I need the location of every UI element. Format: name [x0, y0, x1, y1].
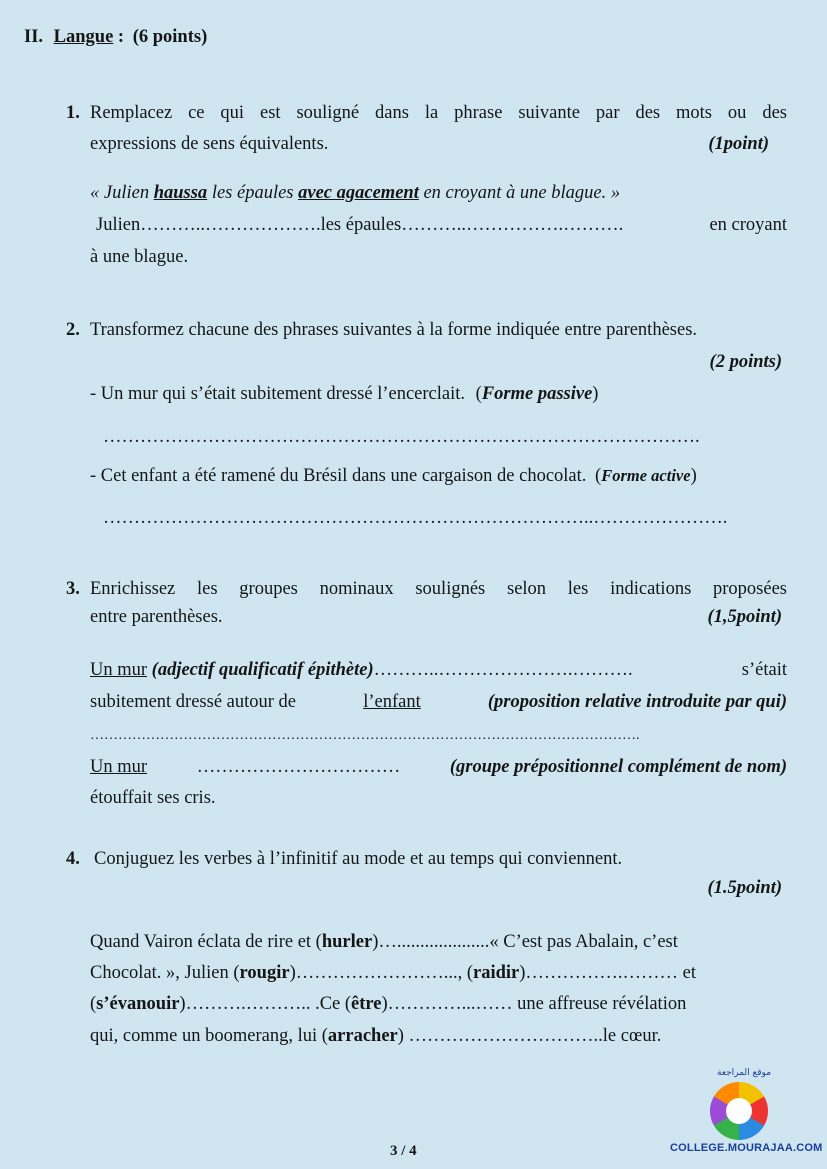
section-heading [24, 25, 207, 49]
q2-sentence-1-paren-open: ( [475, 384, 482, 404]
q3-points: (1,5point) [707, 607, 782, 627]
q3-group-1-end: s’était [741, 660, 787, 680]
q4-line2-b: )……………………..., ( [289, 963, 474, 983]
page-number: 3 / 4 [390, 1143, 417, 1159]
q1-answer-line2: à une blague. [90, 247, 189, 267]
q1-underlined-1: haussa [153, 183, 208, 203]
q4-paragraph-line1 [90, 930, 787, 954]
q2-sentence-2-paren-close: ) [690, 466, 697, 486]
q4-instruction: Conjuguez les verbes à l’infinitif au mode et au temps qui conviennent. [94, 849, 623, 869]
q3-blank-1[interactable]: ………..………………….………. [373, 660, 633, 680]
q4-verb-arracher: arracher [327, 1026, 398, 1046]
q3-group-1 [90, 658, 787, 682]
q3-instruction-line1: Enrichissez les groupes nominaux soulignés selon les indications proposées [90, 579, 787, 599]
q4-line2-c: )…………….……… et [519, 963, 697, 983]
section-title: Langue [53, 27, 114, 47]
q4-line1-content [90, 930, 678, 954]
q1-answer-blank-2[interactable]: ………..…………….………. [401, 215, 624, 235]
q3-underlined-1: Un mur [90, 660, 148, 680]
section-colon: : [113, 27, 125, 47]
section-number: II. [24, 27, 44, 47]
q4-paragraph-line2 [90, 961, 787, 985]
q3-hint-1: (adjectif qualificatif épithète) [151, 660, 374, 680]
q1-quote [90, 181, 620, 205]
q1-quote-mid: les épaules [207, 183, 299, 203]
q3-instruction-line2: entre parenthèses. [90, 607, 223, 627]
q4-line4-b: ) …………………………..le cœur. [397, 1026, 662, 1046]
q3-blank-3[interactable]: …………………………… [196, 757, 401, 777]
q2-sentence-2 [90, 464, 697, 488]
q2-sentence-1-form: Forme passive [481, 384, 593, 404]
q2-instruction: Transformez chacune des phrases suivantes à la forme indiquée entre parenthèses. [90, 320, 698, 340]
q1-number: 1. [66, 103, 80, 123]
q3-group-3-end: étouffait ses cris. [90, 788, 216, 808]
logo-center-icon [726, 1098, 752, 1124]
q1-quote-end: en croyant à une blague. » [418, 183, 621, 203]
site-logo [670, 1068, 823, 1160]
q2-points: (2 points) [709, 352, 782, 372]
q4-line3-a: ( [90, 994, 97, 1014]
q2-sentence-1 [90, 382, 598, 406]
section-points: (6 points) [132, 27, 208, 47]
q2-answer-blank-2[interactable]: ……………………………………………………………………..…………………. [103, 508, 728, 528]
q4-paragraph-line4 [90, 1024, 661, 1048]
q4-line2-a: Chocolat. », Julien ( [90, 963, 240, 983]
q2-number: 2. [66, 320, 80, 340]
q1-answer-end: en croyant [709, 215, 787, 235]
q4-line4-a: qui, comme un boomerang, lui ( [90, 1026, 328, 1046]
q1-instruction-line2: expressions de sens équivalents. [90, 134, 329, 154]
q4-line3-c: )…………...…… une affreuse révélation [381, 994, 687, 1014]
q3-group-1-start [90, 658, 633, 682]
q1-instruction-line1: Remplacez ce qui est souligné dans la phrase suivante par des mots ou des [90, 103, 787, 123]
q4-line1-b: )…....................« C’est pas Abalain, c’est [372, 932, 678, 952]
q3-group-3 [90, 755, 787, 779]
q4-number: 4. [66, 849, 80, 869]
logo-url: COLLEGE.MOURAJAA.COM [670, 1142, 823, 1154]
q3-number: 3. [66, 579, 80, 599]
logo-arabic-text: موقع المراجعة [716, 1068, 772, 1078]
q2-sentence-2-paren-open: ( [595, 466, 602, 486]
q4-verb-raidir: raidir [473, 963, 520, 983]
q1-underlined-2: avec agacement [298, 183, 419, 203]
q4-points: (1.5point) [707, 878, 782, 898]
q2-sentence-1-text: - Un mur qui s’était subitement dressé l’encerclait. [90, 384, 466, 404]
q2-sentence-2-form: Forme active [601, 466, 691, 485]
q4-line1-a: Quand Vairon éclata de rire et ( [90, 932, 322, 952]
q1-answer-blank-1[interactable]: ………..………………. [140, 215, 321, 235]
q4-line3-b: )……….……….. .Ce ( [179, 994, 352, 1014]
q4-line3-content [90, 992, 686, 1016]
q4-verb-rougir: rougir [239, 963, 290, 983]
q4-verb-s-evanouir: s’évanouir [96, 994, 180, 1014]
q2-sentence-1-paren-close: ) [592, 384, 599, 404]
q3-group-2-text: subitement dressé autour de [90, 692, 297, 712]
q3-blank-2[interactable]: ………………………………………………………………………………………………………. [90, 728, 640, 743]
q3-underlined-2: l’enfant [363, 692, 421, 712]
q1-answer-word: Julien [96, 215, 141, 235]
q1-answer-start [96, 213, 623, 237]
q2-sentence-2-text: - Cet enfant a été ramené du Brésil dans une cargaison de chocolat. [90, 466, 587, 486]
q3-hint-2: (proposition relative introduite par qui) [487, 692, 787, 712]
q4-paragraph-line3 [90, 992, 787, 1016]
q1-answer-mid: les épaules [320, 215, 402, 235]
q4-line2-content [90, 961, 696, 985]
q1-quote-start: « Julien [90, 183, 154, 203]
q1-points: (1point) [708, 134, 769, 154]
q4-verb-hurler: hurler [321, 932, 373, 952]
q4-verb-etre: être [351, 994, 382, 1014]
q3-underlined-3: Un mur [90, 757, 148, 777]
q2-answer-blank-1[interactable]: ……………………………………………………………………………………. [103, 427, 700, 447]
q3-group-2 [90, 690, 787, 714]
q3-hint-3: (groupe prépositionnel complément de nom) [449, 757, 787, 777]
q1-answer-line1 [96, 213, 787, 237]
